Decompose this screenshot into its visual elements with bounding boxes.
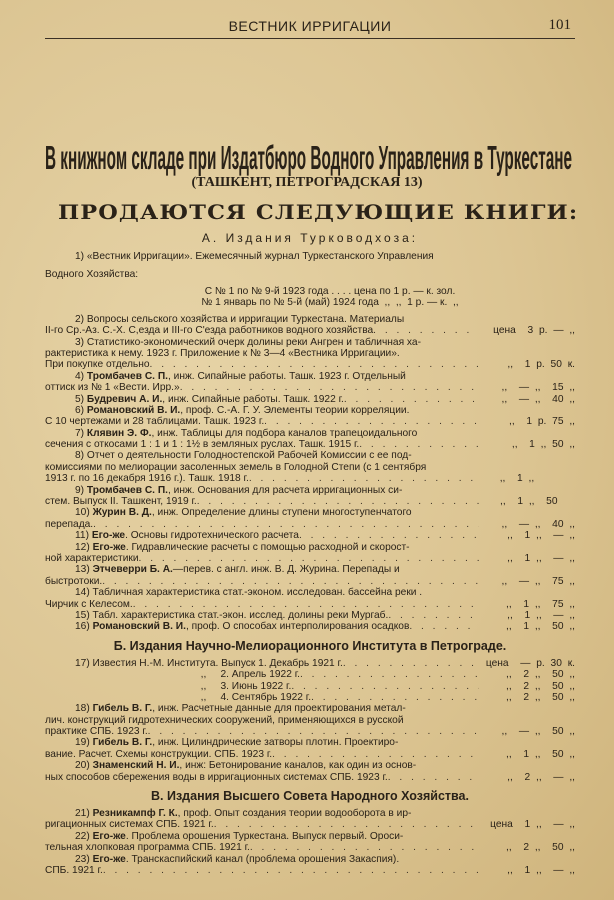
entry-title: 2) Вопросы сельского хозяйства и ирригации Туркестана. Материалы <box>75 313 405 325</box>
list-line <box>45 314 575 325</box>
entry-text <box>45 703 406 714</box>
entry-price: цена 1 ,, — ,, <box>490 819 575 831</box>
entry-text <box>45 507 412 518</box>
entry-text <box>45 681 291 692</box>
entry-text <box>45 337 421 348</box>
leader-dots <box>409 621 479 632</box>
section <box>45 231 575 633</box>
entry-number: 21) <box>75 808 93 820</box>
entry-author: Гибель В. Г. <box>92 703 153 715</box>
entry-text <box>45 325 373 336</box>
entry-text <box>45 587 422 598</box>
entry-text <box>45 394 344 405</box>
entry-title: № 1 январь по № 5-й (май) 1924 года ,, ,, 1 р. — к. ,, <box>201 297 459 309</box>
entry-number: 6) <box>75 404 87 416</box>
entry-title: сечения с откосами 1 : 1 и 1 : 1½ в земляных руслах. Ташк. 1915 г. <box>45 439 360 451</box>
entry-title: практике СПБ. 1923 г. <box>45 726 148 738</box>
entry-title: 3) Статистико-экономический очерк долины реки Ангрен и табличная ха- <box>75 336 421 348</box>
list-line <box>45 473 575 484</box>
entry-text <box>45 359 150 370</box>
entry-title: , инж. Таблицы для подбора каналов трапецоидального <box>151 427 418 439</box>
entry-title: 15) Табл. характеристика стат.-экон. исслед. долины реки Мургаб. <box>75 609 389 621</box>
leader-dots <box>311 692 479 703</box>
entry-text <box>45 692 311 703</box>
entry-title: СПБ. 1921 г. <box>45 864 103 876</box>
entry-price: ,, 2 ,, 50 ,, <box>506 680 575 692</box>
list-line <box>45 553 575 564</box>
entry-title: ной характеристики <box>45 552 139 564</box>
entry-title: . Транскаспийский канал (проблема орошения Закаспия). <box>125 853 400 865</box>
entry-title: 17) Известия Н.-М. Института. Выпуск 1. Декабрь 1921 г. <box>75 657 343 669</box>
list-line <box>45 749 575 760</box>
entry-text <box>45 610 388 621</box>
entry-title: С № 1 по № 9-й 1923 года . . . . цена по 1 р. — к. зол. <box>204 286 456 297</box>
entry-title: , инж. Цилиндрические затворы плотин. Проектиро- <box>152 737 399 749</box>
list-line <box>45 587 575 598</box>
entry-text <box>45 462 426 473</box>
leader-dots <box>388 772 479 783</box>
entry-text <box>45 416 264 427</box>
entry-text <box>45 564 400 575</box>
entry-title: , инж. Расчетные данные для проектирования метал- <box>152 703 406 715</box>
entry-number: 9) <box>75 484 87 496</box>
entry-title: комиссиями по мелиорации засоленных земель в Голодной Степи (с 1 сентября <box>45 461 427 473</box>
leader-dots <box>249 473 479 484</box>
entry-text <box>45 599 133 610</box>
leader-dots <box>388 610 479 621</box>
entry-price: ,, 2 ,, — ,, <box>507 771 575 783</box>
list-line <box>45 760 575 771</box>
entry-price: ,, 1 ,, — ,, <box>507 552 575 564</box>
entry-title: оттиск из № 1 «Вести. Ирр.» <box>45 382 180 394</box>
entry-text <box>45 542 410 553</box>
leader-dots <box>148 726 479 737</box>
entry-author: Романовский В. И. <box>92 621 186 633</box>
entry-number: 4) <box>75 370 87 382</box>
entry-price: ,, 1 р. 75 ,, <box>509 416 575 428</box>
entry-title: , инж. Сипайные работы. Ташк. 1923 г. Отдельный <box>168 370 406 382</box>
list-line <box>45 297 575 308</box>
list-line <box>45 715 575 726</box>
entry-title: . Гидравлические расчеты с помощью расходной и скорост- <box>125 541 410 553</box>
entry-title: стем. Выпуск II. Ташкент, 1919 г. <box>45 496 197 508</box>
entry-title: , проф. О способах интерполирования осадков <box>185 621 410 633</box>
entry-price: ,, 1 ,, 50 ,, <box>511 439 575 451</box>
entry-price: ,, — ,, 40 ,, <box>501 518 575 530</box>
list-line <box>45 519 575 530</box>
entry-title: ,, 4. Сентябрь 1922 г. <box>45 691 312 703</box>
entry-number: 16) <box>75 621 93 633</box>
entry-title: 1) «Вестник Ирригации». Ежемесячный журнал Туркестанского Управления <box>75 251 434 262</box>
entry-author: Знаменский Н. И. <box>92 760 180 772</box>
entry-title: вание. Расчет. Схемы конструкции. СПБ. 1923 г. <box>45 748 273 760</box>
entry-text <box>45 760 416 771</box>
list-line <box>45 681 575 692</box>
entry-title: тельная хлопковая программа СПБ. 1921 г. <box>45 842 250 854</box>
leader-dots <box>300 669 479 680</box>
entry-title: рактеристика к нему. 1923 г. Приложение к № 3—4 «Вестника Ирригации». <box>45 347 400 359</box>
list-line <box>45 772 575 783</box>
entry-text <box>45 348 400 359</box>
entry-title: 1913 г. по 16 декабря 1916 г.). Ташк. 1918 г. <box>45 473 249 485</box>
entry-number: 5) <box>75 393 87 405</box>
leader-dots <box>272 749 479 760</box>
list-line <box>45 599 575 610</box>
entry-text <box>45 428 417 439</box>
entry-text <box>45 553 139 564</box>
entry-price: ,, 1 ,, — ,, <box>507 530 575 542</box>
entry-text <box>45 450 412 461</box>
list-line <box>45 286 575 297</box>
entry-text <box>45 473 249 484</box>
entry-author: Тромбачев С. П. <box>86 370 168 382</box>
leader-dots <box>299 530 479 541</box>
list-line <box>45 337 575 348</box>
sale-heading: ПРОДАЮТСЯ СЛЕДУЮЩИЕ КНИГИ: <box>58 200 579 224</box>
leader-dots <box>291 681 479 692</box>
entry-author: Романовский В. И. <box>86 404 181 416</box>
list-line <box>45 621 575 632</box>
entry-title: , инж: Бетонирование каналов, как один из основ- <box>179 760 417 772</box>
entry-author: Его-же <box>92 853 126 865</box>
leader-dots <box>150 359 479 370</box>
entry-text <box>45 854 399 865</box>
entry-author: Тромбачев С. П. <box>86 484 168 496</box>
entry-title: ригационных системах СПБ. 1921 г. <box>45 819 214 831</box>
address: (ТАШКЕНТ, ПЕТРОГРАДСКАЯ 13) <box>191 175 423 190</box>
entry-price: ,, 1 ,, — ,, <box>507 864 575 876</box>
entry-text <box>45 496 197 507</box>
entry-text <box>45 382 180 393</box>
entry-text <box>45 405 409 416</box>
page-number: 101 <box>548 17 571 33</box>
leader-dots <box>197 496 479 507</box>
list-line <box>45 348 575 359</box>
entry-author: Этчеверри Б. А. <box>92 564 173 576</box>
list-line <box>45 564 575 575</box>
leader-dots <box>103 865 479 876</box>
entry-number: 18) <box>75 703 93 715</box>
book-list <box>45 231 575 882</box>
entry-text <box>45 621 409 632</box>
entry-price: ,, 1 ,, 75 ,, <box>506 598 575 610</box>
entry-number: 10) <box>75 507 93 519</box>
entry-price: ,, 1 ,, — ,, <box>507 609 575 621</box>
entry-price: ,, 1 ,, 50 <box>500 496 575 508</box>
entry-title: лич. конструкций гидротехнических сооружений, применяющихся в русской <box>45 714 404 726</box>
leader-dots <box>264 416 479 427</box>
entry-title: —перев. с англ. инж. В. Д. Журина. Перепады и <box>172 564 400 576</box>
list-line <box>45 394 575 405</box>
entry-text <box>45 819 214 830</box>
section-heading: В. Издания Высшего Совета Народного Хозяйства. <box>151 789 469 804</box>
list-line <box>45 496 575 507</box>
leader-dots <box>133 599 479 610</box>
leader-dots <box>373 325 479 336</box>
page-title: В книжном складе при Издатбюро Водного Управления в Туркестане <box>45 139 572 176</box>
entry-title: При покупке отдельно <box>45 359 150 371</box>
entry-text <box>201 297 458 308</box>
leader-dots <box>344 394 479 405</box>
entry-price: ,, 1 ,, 50 ,, <box>506 621 575 633</box>
list-line <box>45 737 575 748</box>
entry-title: II-го Ср.-Аз. С.-Х. С,езда и III-го С'езда работников водного хозяйства <box>45 325 374 337</box>
section-heading: Б. Издания Научно-Мелиорационного Института в Петрограде. <box>113 638 507 653</box>
entry-title: , инж. Определение длины ступени многоступенчатого <box>151 507 412 519</box>
entry-text <box>45 485 402 496</box>
entry-author: Резникампф Г. К. <box>92 808 178 820</box>
entry-price: ,, 2 ,, 50 ,, <box>506 691 575 703</box>
list-line <box>45 371 575 382</box>
list-line <box>45 669 575 680</box>
entry-title: перепада. <box>45 518 94 530</box>
entry-text <box>205 286 456 297</box>
entry-title: . Основы гидротехнического расчета <box>125 530 299 542</box>
entry-price: ,, 2 ,, 50 ,, <box>506 842 575 854</box>
list-line <box>45 842 575 853</box>
entry-title: . Проблема орошения Туркестана. Выпуск первый. Ороси- <box>125 830 404 842</box>
leader-dots <box>250 842 479 853</box>
entry-title: С 10 чертежами и 28 таблицами. Ташк. 1923 г. <box>45 416 265 428</box>
entry-title: , проф. Опыт создания теории водооборота в ир- <box>177 808 412 820</box>
entry-text <box>45 715 404 726</box>
entry-title: , инж. Сипайные работы. Ташк. 1922 г. <box>162 393 344 405</box>
entry-title: , проф. С.-А. Г. У. Элементы теории корреляции. <box>180 404 410 416</box>
entry-number: 20) <box>75 760 93 772</box>
list-line <box>45 692 575 703</box>
entry-number: 12) <box>75 541 93 553</box>
entry-author: Его-же <box>92 830 126 842</box>
entry-text <box>45 749 272 760</box>
entry-text <box>45 530 299 541</box>
entry-author: Журин В. Д. <box>92 507 152 519</box>
running-header <box>45 16 575 39</box>
leader-dots <box>180 382 479 393</box>
entry-number: 11) <box>75 530 92 542</box>
entry-price: ,, — ,, 15 ,, <box>501 382 575 394</box>
list-line <box>45 542 575 553</box>
list-line <box>45 865 575 876</box>
entry-author: Будревич А. И. <box>86 393 163 405</box>
entry-title: 8) Отчет о деятельности Голодностепской Рабочей Комиссии с ее под- <box>75 450 412 462</box>
list-line <box>45 382 575 393</box>
list-line <box>45 831 575 842</box>
entry-price: ,, — ,, 40 ,, <box>501 393 575 405</box>
entry-text <box>45 772 388 783</box>
section <box>45 789 575 876</box>
entry-price: ,, 1 р. 50 к. <box>507 359 575 371</box>
entry-text <box>45 658 343 669</box>
list-line <box>45 462 575 473</box>
entry-title: ,, 2. Апрель 1922 г. <box>45 669 300 681</box>
entry-price: ,, — ,, 50 ,, <box>501 726 575 738</box>
entry-price: ,, — ,, 75 ,, <box>501 575 575 587</box>
entry-author: Его-же <box>91 530 126 542</box>
leader-dots <box>102 576 479 587</box>
entry-text <box>45 314 404 325</box>
list-line <box>45 530 575 541</box>
entry-text <box>45 268 138 286</box>
entry-text <box>45 865 103 876</box>
entry-text <box>45 808 411 819</box>
list-line <box>45 808 575 819</box>
entry-title: 14) Табличная характеристика стат.-эконом. исследован. бассейна реки . <box>75 587 423 599</box>
entry-text <box>45 250 434 268</box>
list-line <box>45 703 575 714</box>
list-line <box>45 819 575 830</box>
leader-dots <box>93 519 479 530</box>
list-line <box>45 268 575 286</box>
entry-number: 7) <box>75 427 87 439</box>
list-line <box>45 325 575 336</box>
entry-author: Клявин Э. Ф. <box>86 427 152 439</box>
entry-text <box>45 519 93 530</box>
entry-number: 19) <box>75 737 93 749</box>
entry-author: Его-же <box>92 541 126 553</box>
entry-price: ,, 1 ,, <box>499 473 575 485</box>
entry-title: ных способов сбережения воды в ирригационных системах СПБ. 1923 г. <box>45 771 388 783</box>
list-line <box>45 507 575 518</box>
leader-dots <box>139 553 479 564</box>
list-line <box>45 250 575 268</box>
leader-dots <box>359 439 479 450</box>
list-line <box>45 658 575 669</box>
entry-number: 22) <box>75 830 93 842</box>
entry-text <box>45 576 102 587</box>
list-line <box>45 450 575 461</box>
list-line <box>45 439 575 450</box>
journal-name: ВЕСТНИК ИРРИГАЦИИ <box>228 18 392 34</box>
entry-author: Гибель В. Г. <box>92 737 153 749</box>
list-line <box>45 485 575 496</box>
entry-number: 23) <box>75 853 93 865</box>
entry-text <box>45 439 359 450</box>
entry-text <box>45 726 148 737</box>
list-line <box>45 576 575 587</box>
leader-dots <box>214 819 479 830</box>
entry-price: ,, 2 ,, 50 ,, <box>506 669 575 681</box>
entry-price: цена — р. 30 к. <box>485 657 575 669</box>
entry-text <box>45 831 403 842</box>
list-line <box>45 610 575 621</box>
list-line <box>45 726 575 737</box>
entry-title: Водного Хозяйства: <box>45 269 139 280</box>
section-heading: А. Издания Турководхоза: <box>201 231 419 245</box>
section <box>45 639 575 783</box>
entry-title: , инж. Основания для расчета ирригационных си- <box>168 484 403 496</box>
entry-text <box>45 371 406 382</box>
entry-title: ,, 3. Июнь 1922 г. <box>45 680 292 692</box>
entry-text <box>45 669 300 680</box>
entry-text <box>45 842 250 853</box>
list-line <box>45 428 575 439</box>
list-line <box>45 854 575 865</box>
list-line <box>45 359 575 370</box>
list-line <box>45 405 575 416</box>
entry-price: цена 3 р. — ,, <box>493 325 575 337</box>
list-line <box>45 416 575 427</box>
leader-dots <box>343 658 479 669</box>
entry-text <box>45 737 398 748</box>
entry-title: Чирчик с Келесом. <box>45 598 133 610</box>
entry-title: быстротоки. <box>45 575 103 587</box>
entry-number: 13) <box>75 564 93 576</box>
entry-price: ,, 1 ,, 50 ,, <box>506 748 575 760</box>
